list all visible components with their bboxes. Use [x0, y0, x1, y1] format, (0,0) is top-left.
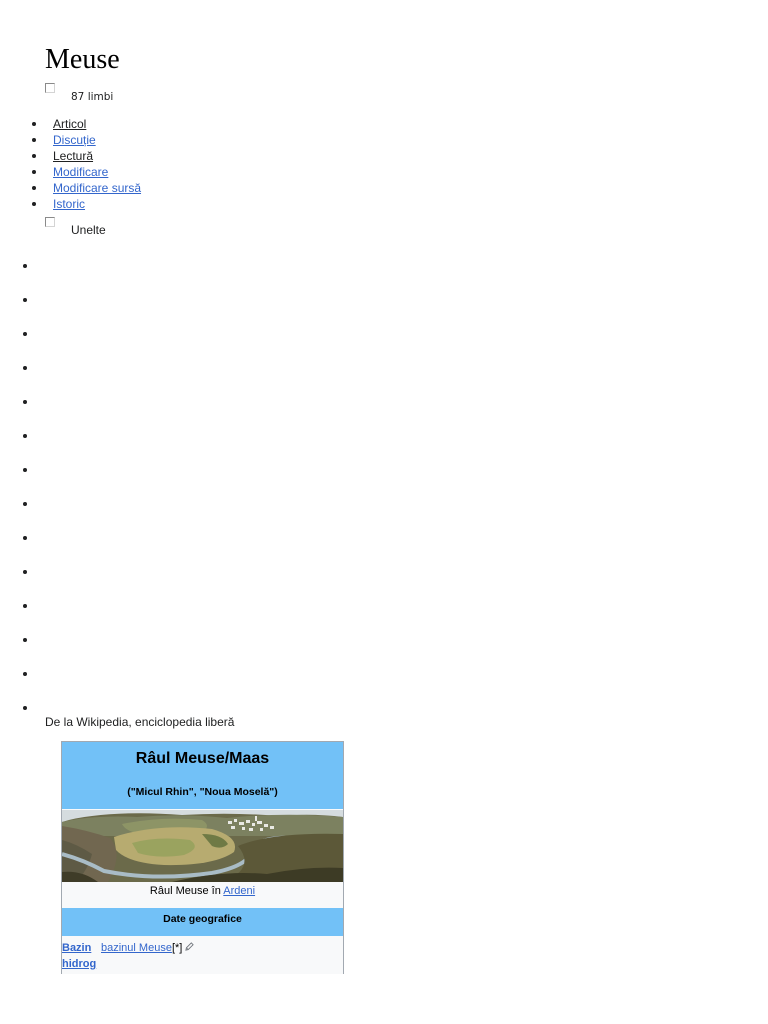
view-item — [53, 116, 141, 132]
empty-list-item — [0, 633, 40, 667]
page-views-list — [53, 116, 141, 212]
wikidata-note: [*] — [171, 942, 183, 954]
tab-history[interactable]: Istoric — [53, 197, 86, 211]
infobox-row-value — [101, 940, 194, 972]
pencil-icon[interactable] — [185, 942, 194, 951]
caption-text: Râul Meuse în — [149, 885, 224, 897]
tab-article[interactable]: Articol — [53, 117, 87, 131]
empty-list-item — [0, 463, 40, 497]
languages-button-label[interactable]: 87 limbi — [71, 91, 114, 103]
row-label-link[interactable]: Bazin hidrog — [62, 942, 97, 970]
infobox-subtitle: ("Micul Rhin", "Noua Moselă") — [127, 786, 278, 798]
page-title: Meuse — [45, 44, 120, 75]
infobox-title: Râul Meuse/Maas — [135, 750, 270, 767]
river-meander-photo — [62, 810, 343, 882]
infobox-section-header: Date geografice — [62, 908, 343, 936]
view-item — [53, 196, 141, 212]
languages-checkbox[interactable] — [45, 83, 55, 93]
empty-list-item — [0, 565, 40, 599]
tools-checkbox[interactable] — [45, 217, 55, 227]
view-item — [53, 148, 141, 164]
empty-list-item — [0, 599, 40, 633]
infobox-image-caption — [62, 882, 343, 900]
infobox-image[interactable] — [62, 810, 343, 882]
infobox-row — [62, 936, 343, 972]
infobox-header — [62, 742, 343, 809]
tab-read[interactable]: Lectură — [53, 149, 94, 163]
empty-list-item — [0, 259, 40, 293]
empty-list-item — [0, 293, 40, 327]
empty-list — [0, 259, 40, 735]
empty-list-item — [0, 701, 40, 735]
infobox — [61, 741, 344, 974]
tab-edit[interactable]: Modificare — [53, 165, 109, 179]
empty-list-item — [0, 531, 40, 565]
empty-list-item — [0, 361, 40, 395]
empty-list-item — [0, 395, 40, 429]
tab-edit-source[interactable]: Modificare sursă — [53, 181, 142, 195]
caption-link[interactable]: Ardeni — [223, 885, 256, 897]
view-item — [53, 132, 141, 148]
empty-list-item — [0, 667, 40, 701]
tab-talk[interactable]: Discuție — [53, 133, 96, 147]
empty-list-item — [0, 429, 40, 463]
tools-button-label[interactable]: Unelte — [71, 223, 106, 237]
view-item — [53, 164, 141, 180]
infobox-row-label — [62, 940, 98, 972]
empty-list-item — [0, 497, 40, 531]
row-value-link[interactable]: bazinul Meuse — [101, 942, 172, 954]
site-tagline: De la Wikipedia, enciclopedia liberă — [45, 715, 235, 729]
empty-list-item — [0, 327, 40, 361]
view-item — [53, 180, 141, 196]
